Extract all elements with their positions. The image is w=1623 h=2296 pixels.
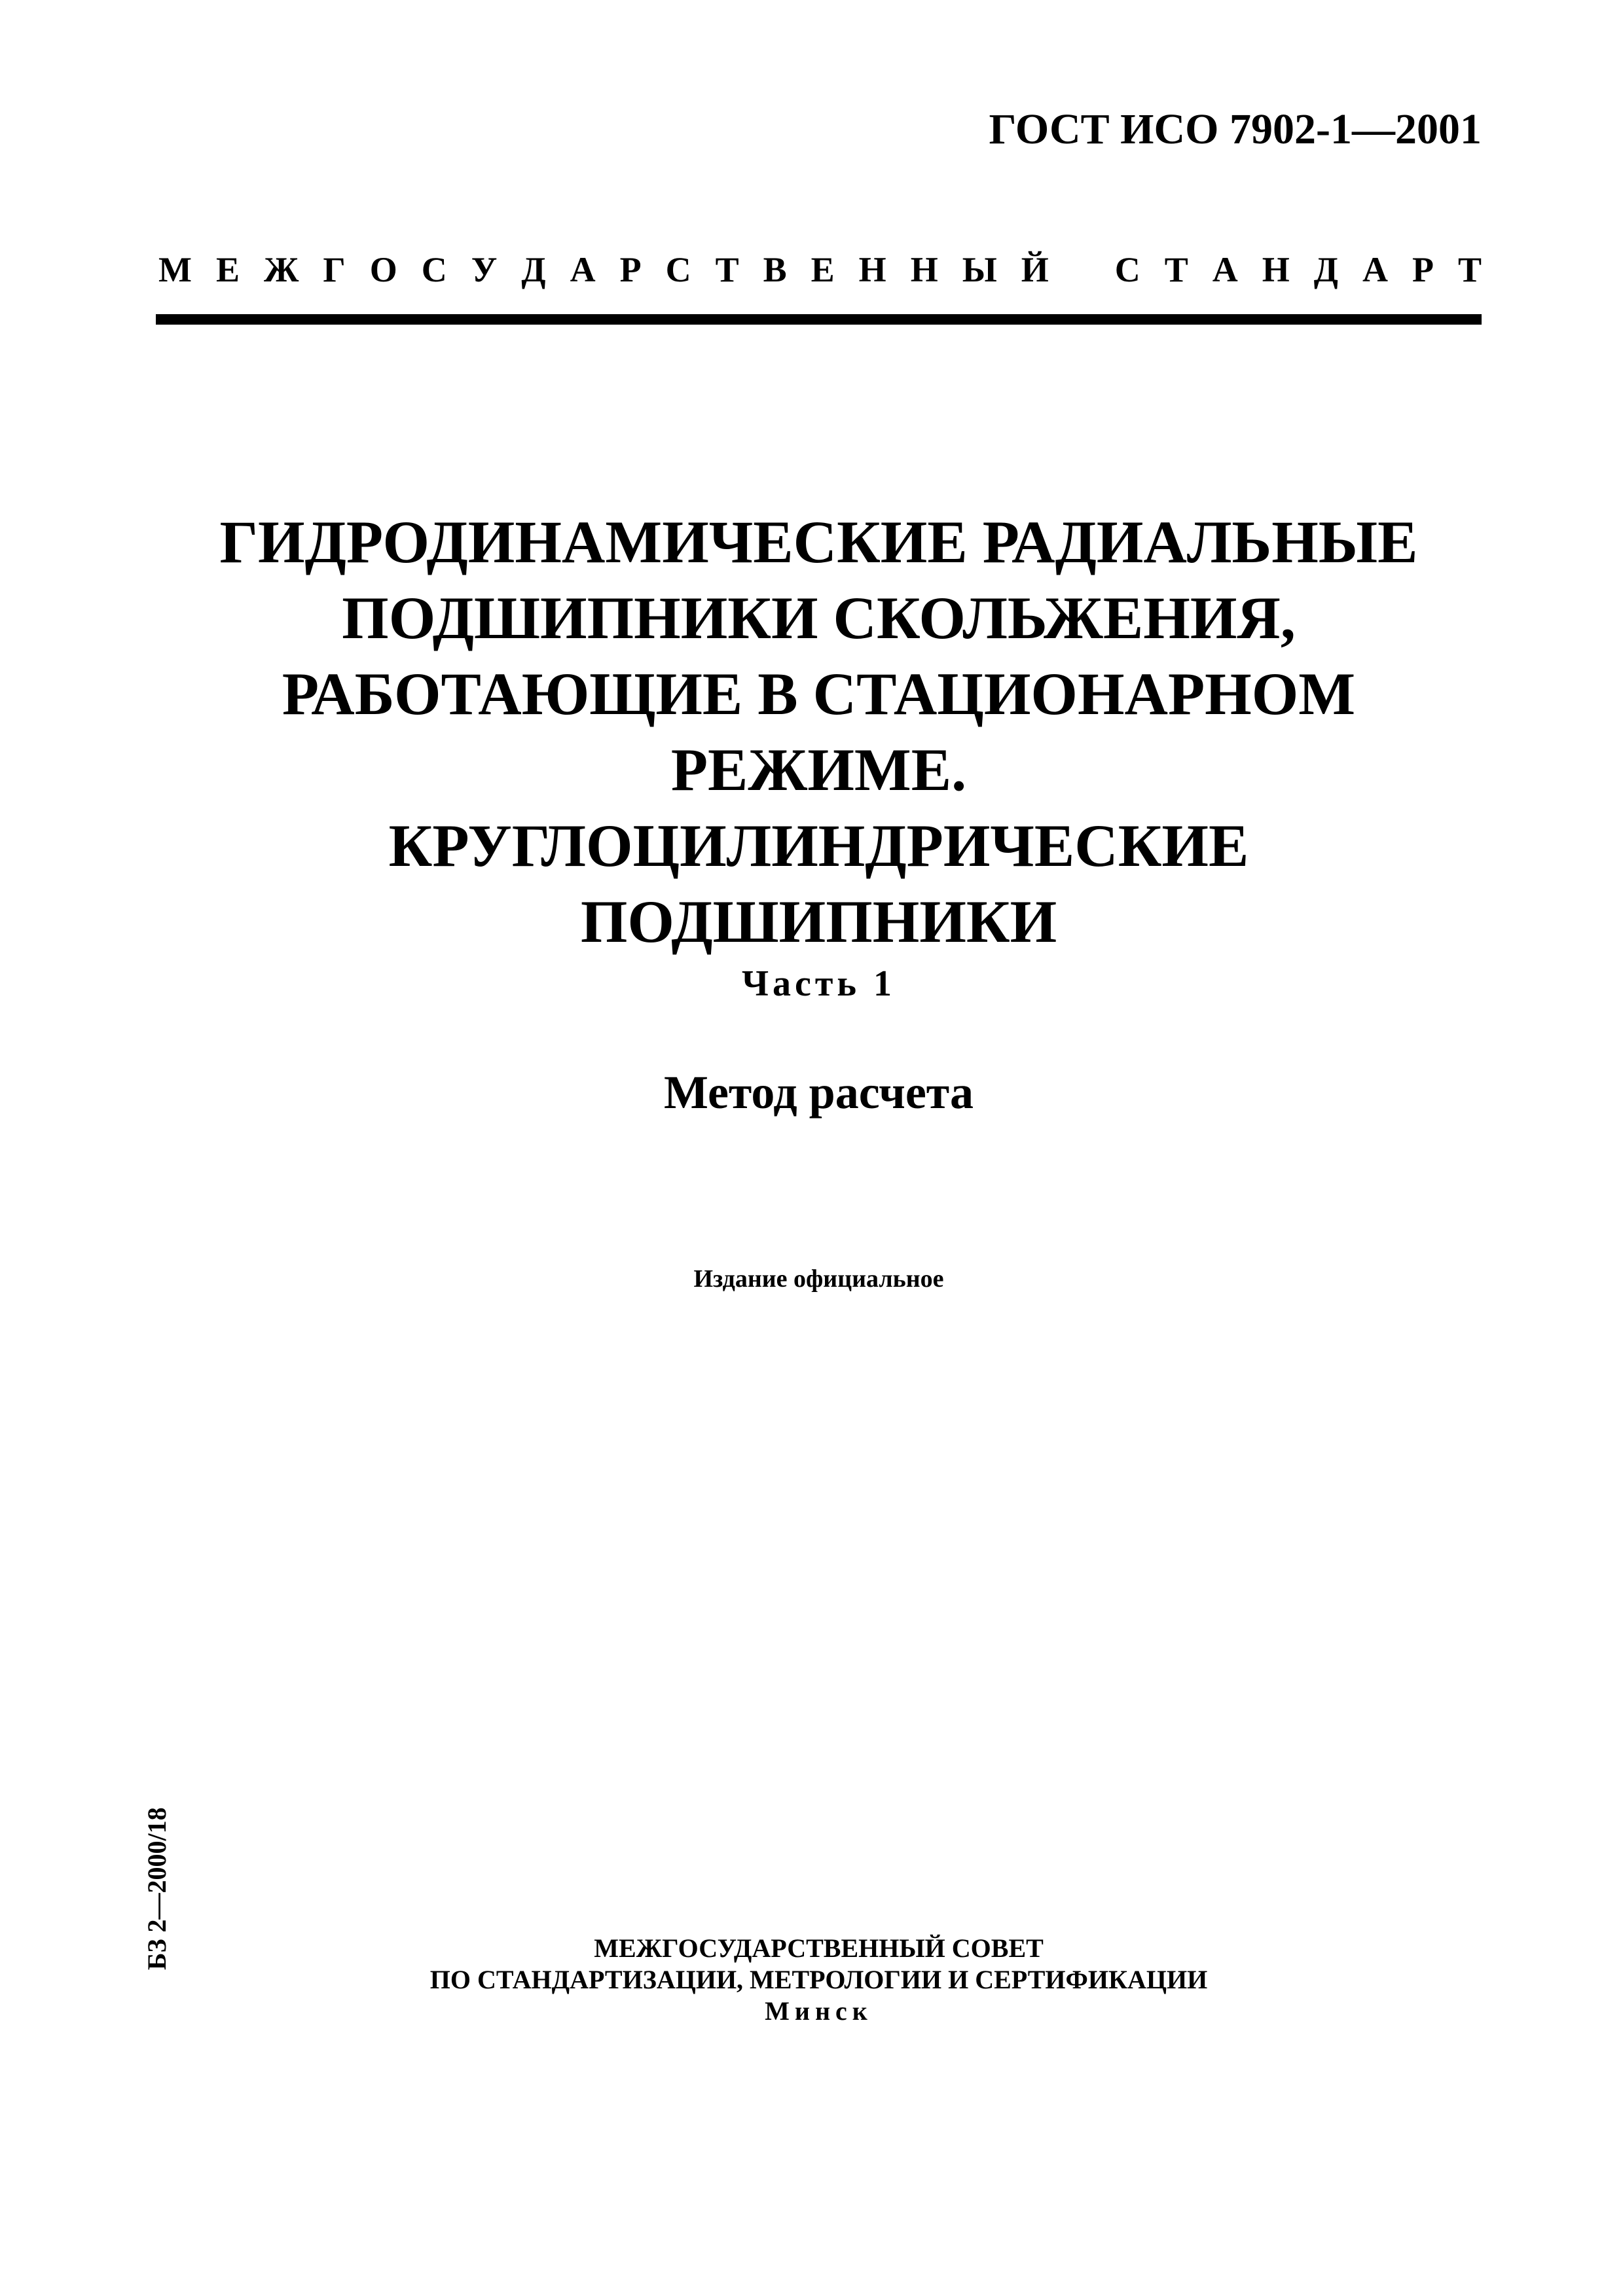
category-glyph: А <box>1212 250 1238 289</box>
standard-category <box>158 252 1482 287</box>
category-glyph: Д <box>521 250 546 289</box>
category-glyph: Й <box>1021 250 1049 289</box>
document-title <box>156 504 1482 960</box>
category-glyph: Р <box>619 250 642 289</box>
category-glyph: Е <box>215 250 240 289</box>
publisher <box>156 1933 1482 2027</box>
part-label: Часть 1 <box>741 963 896 1004</box>
publisher-city: Минск <box>765 1996 873 2026</box>
category-glyph: А <box>1362 250 1388 289</box>
category-glyph: Ж <box>264 250 299 289</box>
publisher-line-1: МЕЖГОСУДАРСТВЕННЫЙ СОВЕТ <box>594 1933 1044 1963</box>
category-glyph: О <box>369 250 397 289</box>
category-glyph: С <box>1114 250 1140 289</box>
title-line: ГИДРОДИНАМИЧЕСКИЕ РАДИАЛЬНЫЕ <box>219 509 1418 575</box>
document-subtitle: Метод расчета <box>663 1066 974 1119</box>
category-glyph: Ы <box>962 250 997 289</box>
category-glyph: А <box>570 250 596 289</box>
category-glyph: Н <box>910 250 938 289</box>
category-glyph: Д <box>1313 250 1338 289</box>
category-glyph: Т <box>1457 250 1482 289</box>
edition-label: Издание официальное <box>693 1265 944 1293</box>
category-glyph: Н <box>858 250 886 289</box>
category-glyph: В <box>763 250 787 289</box>
category-glyph: С <box>665 250 691 289</box>
category-glyph: С <box>421 250 447 289</box>
title-line: ПОДШИПНИКИ <box>580 888 1057 955</box>
title-line: ПОДШИПНИКИ СКОЛЬЖЕНИЯ, <box>342 584 1296 651</box>
category-glyph: Р <box>1412 250 1434 289</box>
category-glyph <box>1073 252 1091 287</box>
category-glyph: У <box>471 250 498 289</box>
publisher-line-2: ПО СТАНДАРТИЗАЦИИ, МЕТРОЛОГИИ И СЕРТИФИКАЦИИ <box>429 1965 1208 1994</box>
category-glyph: Г <box>323 250 346 289</box>
category-glyph: М <box>158 250 192 289</box>
title-line: КРУГЛОЦИЛИНДРИЧЕСКИЕ <box>388 812 1249 879</box>
category-glyph: Н <box>1262 250 1290 289</box>
category-glyph: Е <box>811 250 835 289</box>
header-rule <box>156 314 1482 325</box>
title-line: РЕЖИМЕ. <box>670 736 967 803</box>
category-glyph: Т <box>715 250 739 289</box>
side-code: БЗ 2—2000/18 <box>142 1807 172 1970</box>
title-line: РАБОТАЮЩИЕ В СТАЦИОНАРНОМ <box>282 660 1356 727</box>
standard-number: ГОСТ ИСО 7902-1—2001 <box>989 105 1482 153</box>
category-glyph: Т <box>1164 250 1188 289</box>
